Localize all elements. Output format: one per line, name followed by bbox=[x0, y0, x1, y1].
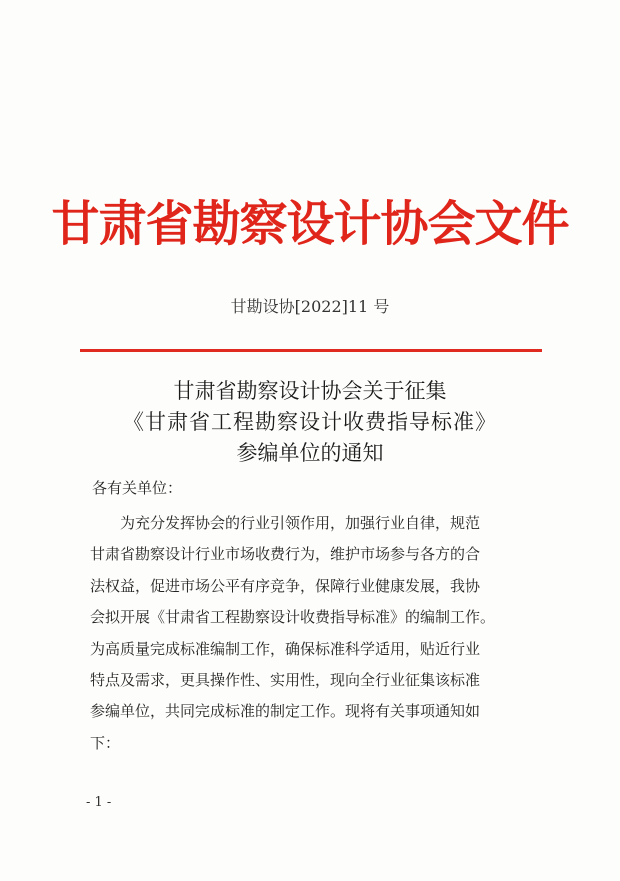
red-divider-line bbox=[80, 349, 542, 352]
body-line: 甘肃省勘察设计行业市场收费行为，维护市场参与各方的合 bbox=[90, 545, 481, 564]
body-paragraph bbox=[90, 508, 546, 759]
body-line: 为高质量完成标准编制工作，确保标准科学适用，贴近行业 bbox=[90, 639, 481, 658]
organization-header: 甘肃省勘察设计协会文件 bbox=[51, 196, 569, 252]
page-number: - 1 - bbox=[86, 795, 112, 810]
body-line: 会拟开展《甘肃省工程勘察设计收费指导标准》的编制工作。 bbox=[90, 608, 496, 627]
title-line-1: 甘肃省勘察设计协会关于征集 bbox=[173, 379, 447, 403]
body-line: 为充分发挥协会的行业引领作用，加强行业自律，规范 bbox=[120, 514, 481, 532]
body-line: 特点及需求，更具操作性、实用性，现向全行业征集该标准 bbox=[90, 670, 481, 689]
notice-title bbox=[0, 376, 620, 469]
title-line-3: 参编单位的通知 bbox=[236, 441, 384, 465]
body-line: 参编单位，共同完成标准的制定工作。现将有关事项通知如 bbox=[90, 702, 481, 721]
document-number: 甘勘设协[2022]11 号 bbox=[230, 297, 390, 316]
title-line-2: 《甘肃省工程勘察设计收费指导标准》 bbox=[123, 410, 497, 434]
body-line: 下： bbox=[90, 733, 121, 752]
body-line: 法权益，促进市场公平有序竞争，保障行业健康发展，我协 bbox=[90, 576, 481, 595]
salutation: 各有关单位： bbox=[92, 479, 183, 497]
